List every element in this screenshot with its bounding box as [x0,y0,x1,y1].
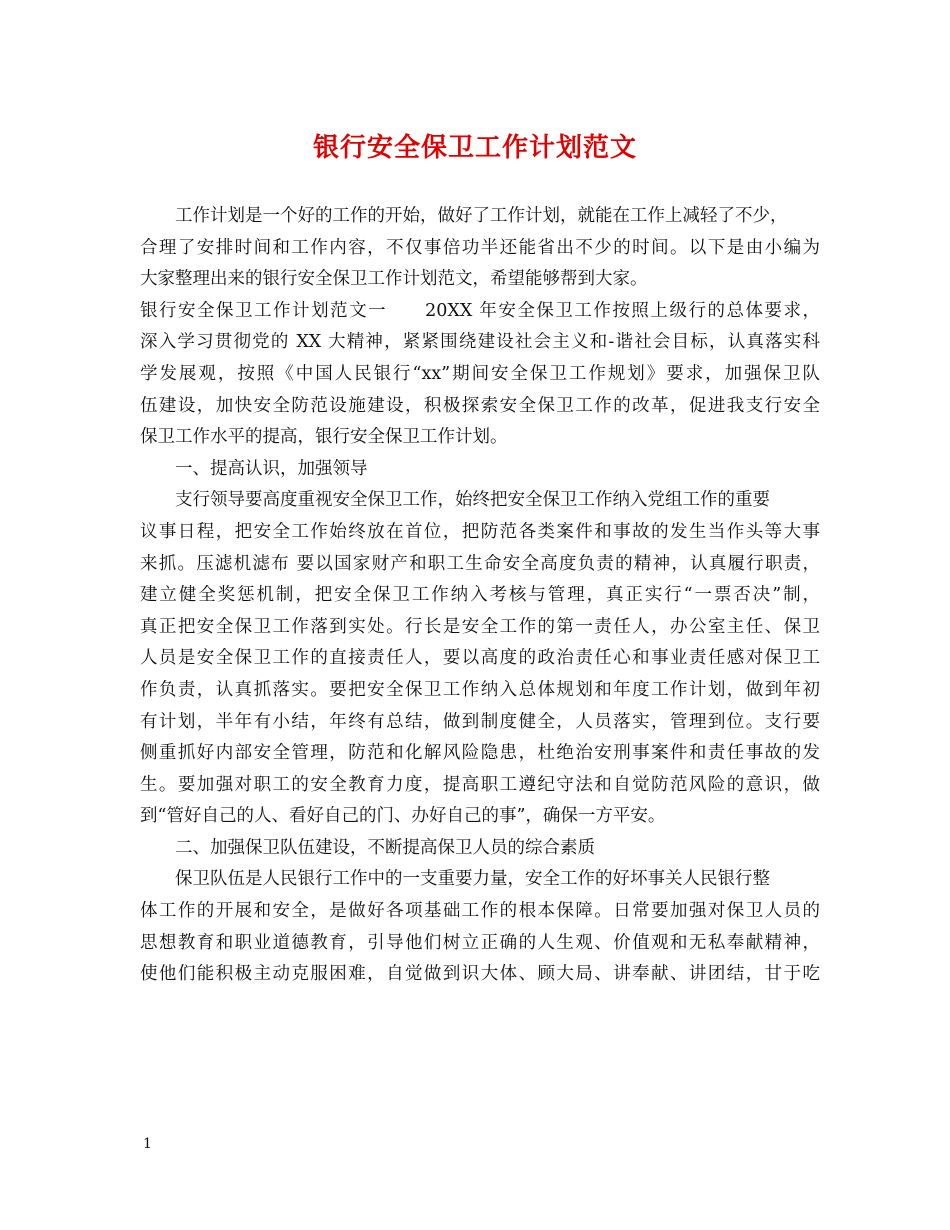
text-line: 思想教育和职业道德教育，引导他们树立正确的人生观、价值观和无私奉献精神， [140,932,820,953]
text-line: 建立健全奖惩机制，把安全保卫工作纳入考核与管理，真正实行“一票否决”制， [140,585,820,606]
text-line: 体工作的开展和安全，是做好各项基础工作的根本保障。日常要加强对保卫人员的 [140,901,820,922]
text-line: 银行安全保卫工作计划范文一 20XX 年安全保卫工作按照上级行的总体要求， [140,300,820,321]
text-line: 生。要加强对职工的安全教育力度，提高职工遵纪守法和自觉防范风险的意识，做 [140,774,820,795]
page-number: 1 [143,1136,152,1152]
text-line: 合理了安排时间和工作内容，不仅事倍功半还能省出不少的时间。以下是由小编为 [140,237,820,258]
text-line: 学发展观，按照《中国人民银行“xx”期间安全保卫工作规划》要求，加强保卫队 [140,363,820,384]
text-line: 真正把安全保卫工作落到实处。行长是安全工作的第一责任人，办公室主任、保卫 [140,616,820,637]
text-line: 大家整理出来的银行安全保卫工作计划范文，希望能够帮到大家。 [140,269,648,290]
text-line: 深入学习贯彻党的 XX 大精神，紧紧围绕建设社会主义和-谐社会目标，认真落实科 [140,332,820,353]
document-body [140,201,820,991]
text-line: 议事日程，把安全工作始终放在首位，把防范各类案件和事故的发生当作头等大事 [140,521,820,542]
text-line: 伍建设，加快安全防范设施建设，积极探索安全保卫工作的改革，促进我支行安全 [140,395,820,416]
text-line: 工作计划是一个好的工作的开始，做好了工作计划，就能在工作上减轻了不少， [175,206,788,226]
section-heading: 二、加强保卫队伍建设，不断提高保卫人员的综合素质 [175,837,595,858]
text-line: 使他们能积极主动克服困难，自觉做到识大体、顾大局、讲奉献、讲团结，甘于吃 [140,964,820,985]
text-line: 有计划，半年有小结，年终有总结，做到制度健全，人员落实，管理到位。支行要 [140,711,820,732]
text-line: 人员是安全保卫工作的直接责任人，要以高度的政治责任心和事业责任感对保卫工 [140,648,820,669]
text-line: 保卫队伍是人民银行工作中的一支重要力量，安全工作的好坏事关人民银行整 [175,869,770,890]
document-title: 银行安全保卫工作计划范文 [312,133,637,163]
section-heading: 一、提高认识，加强领导 [175,458,368,479]
text-line: 来抓。压滤机滤布 要以国家财产和职工生命安全高度负责的精神，认真履行职责， [140,553,820,574]
text-line: 到“管好自己的人、看好自己的门、办好自己的事”，确保一方平安。 [140,806,666,827]
text-line: 侧重抓好内部安全管理，防范和化解风险隐患，杜绝治安刑事案件和责任事故的发 [140,743,820,764]
text-line: 保卫工作水平的提高，银行安全保卫工作计划。 [140,427,508,448]
text-line: 支行领导要高度重视安全保卫工作，始终把安全保卫工作纳入党组工作的重要 [175,490,770,511]
text-line: 作负责，认真抓落实。要把安全保卫工作纳入总体规划和年度工作计划，做到年初 [140,679,820,700]
